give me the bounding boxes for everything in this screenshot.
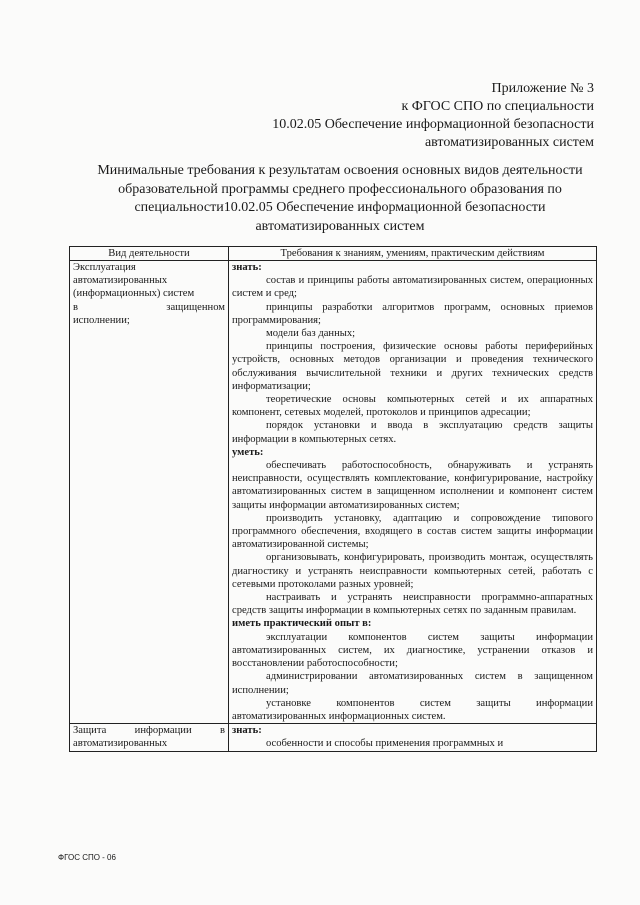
- appendix-line: автоматизированных систем: [424, 135, 594, 150]
- activity-line: [73, 301, 225, 314]
- requirement-item: администрировании автоматизированных систем в защищенном исполнении;: [232, 671, 593, 696]
- experience-label: иметь практический опыт в:: [232, 618, 372, 630]
- requirement-item: теоретические основы компьютерных сетей и их аппаратных компонент, сетевых моделей, протоколов и принципов адресации;: [232, 394, 593, 419]
- activity-word: в: [73, 301, 79, 313]
- activity-line: (информационных) систем: [73, 288, 195, 300]
- requirement-item: эксплуатации компонентов систем защиты информации автоматизированных систем, их диагностике, устранении отказов и восстановлении работоспособности;: [232, 631, 593, 670]
- requirement-item: производить установку, адаптацию и сопровождение типового программного обеспечения, входящего в состав систем защиты информации автоматизированной системы;: [232, 512, 593, 551]
- appendix-line: Приложение № 3: [491, 81, 594, 96]
- activity-line: автоматизированных: [73, 738, 168, 750]
- appendix-line: к ФГОС СПО по специальности: [401, 99, 594, 114]
- table-header-row: [70, 247, 597, 261]
- document-title: [70, 162, 610, 236]
- requirement-item: организовывать, конфигурировать, производить монтаж, осуществлять диагностику и устранять неисправности компьютерных сетей, работать с сетевыми протоколами разных уровней;: [232, 552, 593, 590]
- requirements-cell: [229, 724, 597, 751]
- requirement-item: особенности и способы применения программных и: [266, 738, 504, 750]
- column-header-activity: Вид деятельности: [70, 247, 229, 261]
- activity-cell: [70, 724, 229, 751]
- requirements-table: [69, 246, 597, 752]
- table-row: [70, 261, 597, 724]
- activity-line: исполнении;: [73, 314, 130, 326]
- table-row: [70, 724, 597, 751]
- know-label: знать:: [232, 725, 262, 737]
- activity-word: защищенном: [166, 301, 225, 313]
- activity-word: информации: [134, 725, 192, 737]
- activity-line: Эксплуатация: [73, 262, 136, 273]
- requirement-item: установке компонентов систем защиты информации автоматизированных информационных систем.: [232, 697, 593, 722]
- title-line: специальности10.02.05 Обеспечение информационной безопасности: [134, 200, 546, 215]
- title-line: Минимальные требования к результатам освоения основных видов деятельности: [97, 163, 583, 178]
- activity-line: автоматизированных: [73, 275, 168, 287]
- requirement-item: модели баз данных;: [266, 328, 356, 340]
- know-label: знать:: [232, 262, 262, 273]
- activity-line: [73, 724, 225, 737]
- activity-cell: [70, 261, 229, 724]
- footer-label: ФГОС СПО - 06: [58, 853, 116, 862]
- activity-word: Защита: [73, 725, 107, 737]
- requirements-cell: [229, 261, 597, 724]
- title-line: образовательной программы среднего профессионального образования по: [118, 181, 562, 197]
- requirement-item: настраивать и устранять неисправности программно-аппаратных средств защиты информации в компьютерных сетях по заданным правилам.: [232, 592, 593, 617]
- title-line: автоматизированных систем: [255, 218, 425, 234]
- appendix-line: 10.02.05 Обеспечение информационной безопасности: [272, 117, 594, 132]
- appendix-header: [264, 80, 594, 152]
- able-label: уметь:: [232, 446, 264, 458]
- requirement-item: принципы разработки алгоритмов программ, основных приемов программирования;: [232, 301, 593, 326]
- requirement-item: обеспечивать работоспособность, обнаруживать и устранять неисправности, осуществлять комплектование, конфигурирование, настройку автоматизированных систем в защищенном исполнении и компонент систем защиты информации автоматизированных систем;: [232, 460, 593, 511]
- column-header-requirements: Требования к знаниям, умениям, практическим действиям: [229, 247, 597, 261]
- requirement-item: порядок установки и ввода в эксплуатацию средств защиты информации в компьютерных сетях.: [232, 420, 593, 445]
- requirement-item: принципы построения, физические основы работы периферийных устройств, основных методов организации и проведения технического обслуживания вычислительной техники и других технических средств информатизации;: [232, 341, 593, 392]
- requirement-item: состав и принципы работы автоматизированных систем, операционных систем и сред;: [232, 275, 593, 300]
- activity-word: в: [219, 725, 225, 737]
